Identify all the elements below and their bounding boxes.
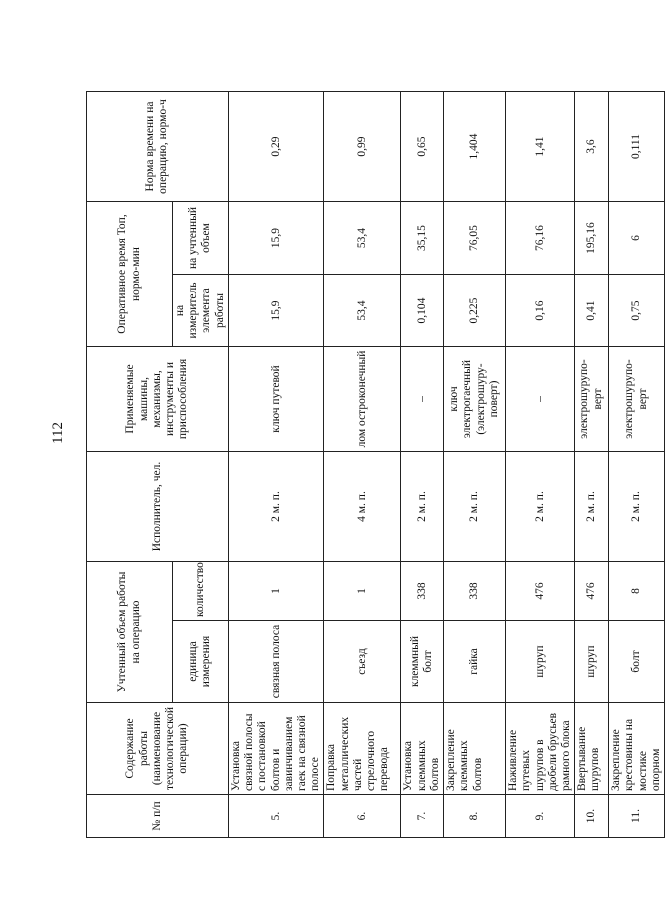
- page-number: 112: [50, 422, 66, 444]
- header-executor: Исполнитель, чел.: [87, 452, 229, 562]
- work-norms-table: [86, 91, 665, 838]
- cell-norm: 0,29: [228, 92, 324, 202]
- cell-unit: шуруп: [506, 621, 575, 703]
- cell-unit: съезд: [324, 621, 401, 703]
- cell-norm: 0,111: [609, 92, 665, 202]
- cell-content: Наживление путевых шурупов в дюбели брусьев рамного блока: [506, 703, 575, 795]
- cell-norm: 3,6: [575, 92, 609, 202]
- cell-norm: 0,99: [324, 92, 401, 202]
- cell-executor: 2 м. п.: [575, 452, 609, 562]
- cell-per-elem: 15,9: [228, 275, 324, 347]
- cell-content: Установка связной полосы с постановкой болтов и завинчиванием гаек на связной полосе: [228, 703, 324, 795]
- cell-norm: 0,65: [401, 92, 444, 202]
- header-machines: Применяемые машины, механизмы, инструменты и приспособления: [87, 347, 229, 452]
- cell-executor: 2 м. п.: [609, 452, 665, 562]
- header-norm: Норма времени на операцию, нормо-ч: [87, 92, 229, 202]
- header-unit: единица измерения: [173, 621, 229, 703]
- cell-unit: связная полоса: [228, 621, 324, 703]
- cell-per-elem: 53,4: [324, 275, 401, 347]
- cell-machine: –: [506, 347, 575, 452]
- cell-num: 9.: [506, 795, 575, 838]
- rotated-page-content: [86, 92, 662, 838]
- table-row: [324, 92, 401, 838]
- cell-per-elem: 0,41: [575, 275, 609, 347]
- cell-num: 11.: [609, 795, 665, 838]
- cell-machine: ключ электрогаечный (электрошуру-поверт): [444, 347, 506, 452]
- cell-unit: болт: [609, 621, 665, 703]
- cell-per-vol: 15,9: [228, 202, 324, 275]
- cell-unit: шуруп: [575, 621, 609, 703]
- header-per-vol: на учтенный объем: [173, 202, 229, 275]
- cell-executor: 4 м. п.: [324, 452, 401, 562]
- cell-unit: гайка: [444, 621, 506, 703]
- cell-num: 10.: [575, 795, 609, 838]
- cell-per-vol: 53,4: [324, 202, 401, 275]
- cell-qty: 1: [324, 562, 401, 621]
- table-row: [444, 92, 506, 838]
- cell-norm: 1,41: [506, 92, 575, 202]
- header-per-elem: на измеритель элемента работы: [173, 275, 229, 347]
- cell-machine: лом остроконечный: [324, 347, 401, 452]
- cell-qty: 1: [228, 562, 324, 621]
- cell-machine: электрошурупо-верт: [575, 347, 609, 452]
- header-volume: Учтенный объем работы на операцию: [87, 562, 173, 703]
- cell-executor: 2 м. п.: [401, 452, 444, 562]
- cell-content: Установка клеммных болтов: [401, 703, 444, 795]
- cell-executor: 2 м. п.: [506, 452, 575, 562]
- cell-machine: –: [401, 347, 444, 452]
- cell-per-elem: 0,104: [401, 275, 444, 347]
- cell-content: Поправка металлических частей стрелочного перевода: [324, 703, 401, 795]
- table-row: [609, 92, 665, 838]
- header-optime: Оперативное время Топ, нормо-мин: [87, 202, 173, 347]
- table-row: [575, 92, 609, 838]
- cell-per-vol: 76,05: [444, 202, 506, 275]
- cell-qty: 338: [401, 562, 444, 621]
- cell-qty: 476: [506, 562, 575, 621]
- header-qty: количество: [173, 562, 229, 621]
- table-row: [401, 92, 444, 838]
- cell-machine: электрошурупо-верт: [609, 347, 665, 452]
- cell-per-vol: 35,15: [401, 202, 444, 275]
- table-row: [506, 92, 575, 838]
- cell-qty: 8: [609, 562, 665, 621]
- cell-per-elem: 0,16: [506, 275, 575, 347]
- cell-per-elem: 0,75: [609, 275, 665, 347]
- cell-content: Закрепление крестовины на мостике опорном: [609, 703, 665, 795]
- header-row-1: [87, 92, 173, 838]
- cell-per-vol: 195,16: [575, 202, 609, 275]
- cell-norm: 1,404: [444, 92, 506, 202]
- cell-num: 5.: [228, 795, 324, 838]
- cell-executor: 2 м. п.: [228, 452, 324, 562]
- cell-qty: 476: [575, 562, 609, 621]
- cell-num: 8.: [444, 795, 506, 838]
- table-row: [228, 92, 324, 838]
- cell-per-vol: 76,16: [506, 202, 575, 275]
- cell-content: Ввертывание шурупов: [575, 703, 609, 795]
- cell-executor: 2 м. п.: [444, 452, 506, 562]
- cell-content: Закрепление клеммных болтов: [444, 703, 506, 795]
- cell-num: 7.: [401, 795, 444, 838]
- cell-per-vol: 6: [609, 202, 665, 275]
- cell-qty: 338: [444, 562, 506, 621]
- header-content: Содержание работы (наименование технологической операции): [87, 703, 229, 795]
- cell-per-elem: 0,225: [444, 275, 506, 347]
- cell-num: 6.: [324, 795, 401, 838]
- header-num: № п/п: [87, 795, 229, 838]
- cell-unit: клеммный болт: [401, 621, 444, 703]
- cell-machine: ключ путевой: [228, 347, 324, 452]
